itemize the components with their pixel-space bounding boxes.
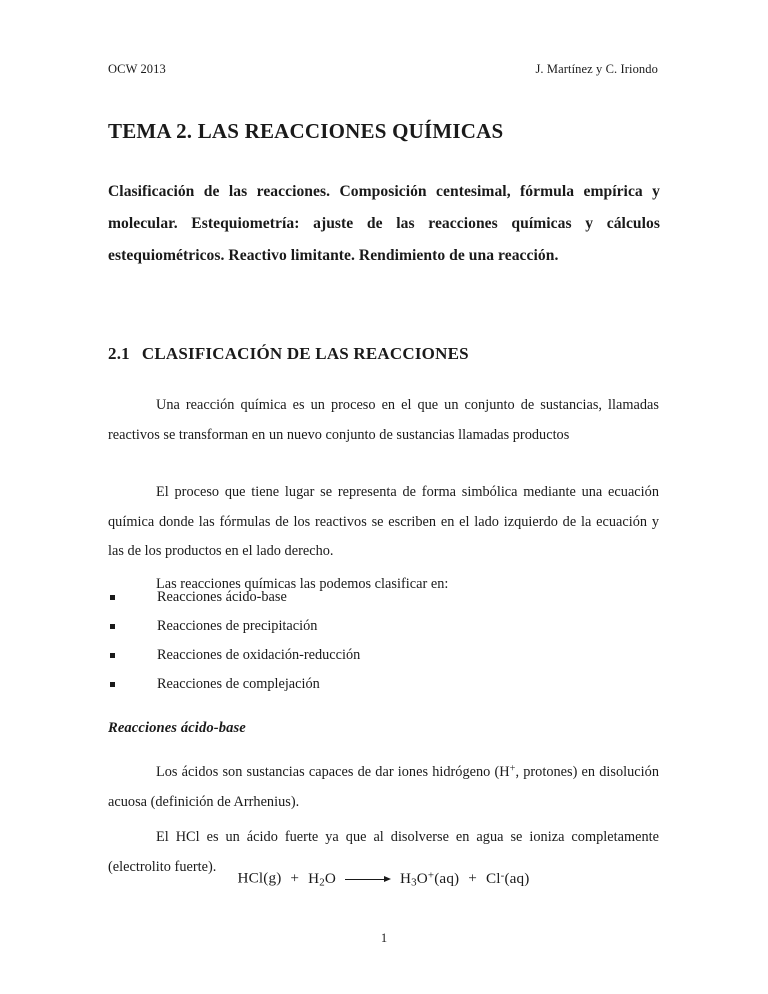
equation-plus-sign: + <box>290 869 300 887</box>
reaction-arrow-icon <box>345 872 391 887</box>
list-item <box>108 612 659 641</box>
running-header <box>108 62 658 77</box>
page-number: 1 <box>380 931 388 945</box>
hydronium-state: (aq) <box>434 869 460 887</box>
section-number: 2.1 <box>108 344 130 364</box>
chloride-charge-superscript: - <box>500 869 505 881</box>
chapter-summary: Clasificación de las reacciones. Composición centesimal, fórmula empírica y molecular. Estequiometría: ajuste de las reacciones químicas y cálculos estequiométricos. Reactivo limitante. Rendimiento de una reacción. <box>108 182 660 265</box>
list-item-label: Reacciones de precipitación <box>157 618 318 634</box>
water-subscript: 2 <box>319 876 325 888</box>
hydronium-oxygen: O <box>416 869 428 887</box>
chemical-equation <box>108 869 659 888</box>
subsection-heading: Reacciones ácido-base <box>108 719 246 736</box>
hydrogen-charge-superscript: + <box>509 763 516 775</box>
water-oxygen: O <box>324 869 337 887</box>
hydronium-charge-superscript: + <box>427 869 435 881</box>
list-item <box>108 670 659 699</box>
reaction-types-list <box>108 583 659 699</box>
paragraph-list-intro: Las reacciones químicas las podemos clasificar en: <box>156 576 449 593</box>
hydronium-subscript: 3 <box>411 876 417 888</box>
square-bullet-icon <box>110 624 115 629</box>
list-item-label: Reacciones de complejación <box>157 676 320 692</box>
paragraph-acids-definition <box>108 758 659 817</box>
document-title: TEMA 2. LAS REACCIONES QUÍMICAS <box>108 119 504 144</box>
equation-reactant-water <box>308 870 336 887</box>
list-item-label: Reacciones ácido-base <box>157 589 287 605</box>
acids-text-part2: , protones) en disolución acuosa (definición de Arrhenius). <box>108 764 659 810</box>
paragraph-equation-explanation: El proceso que tiene lugar se representa de forma simbólica mediante una ecuación química donde las fórmulas de los reactivos se escriben en el lado izquierdo de la ecuación y las de los productos en el lado derecho. <box>108 484 659 559</box>
header-authors-label: J. Martínez y C. Iriondo <box>535 62 658 76</box>
equation-product-hydronium <box>400 870 459 887</box>
square-bullet-icon <box>110 653 115 658</box>
list-item <box>108 641 659 670</box>
equation-product-chloride <box>486 870 530 887</box>
paragraph-hcl: El HCl es un ácido fuerte ya que al disolverse en agua se ioniza completamente (electrolito fuerte). <box>108 829 659 875</box>
acids-text-part1: Los ácidos son sustancias capaces de dar iones hidrógeno (H <box>156 764 510 781</box>
section-title: CLASIFICACIÓN DE LAS REACCIONES <box>141 344 469 364</box>
equation-plus-sign-2: + <box>468 869 477 887</box>
equation-reactant-hcl: HCl(g) <box>237 869 282 887</box>
hydronium-symbol: H <box>400 869 412 887</box>
chloride-symbol: Cl <box>486 869 501 887</box>
list-item <box>108 583 659 612</box>
list-item-label: Reacciones de oxidación-reducción <box>157 647 361 663</box>
header-course-label: OCW 2013 <box>108 62 166 76</box>
square-bullet-icon <box>110 595 115 600</box>
water-symbol: H <box>308 869 320 887</box>
chloride-state: (aq) <box>504 869 530 887</box>
square-bullet-icon <box>110 682 115 687</box>
section-heading <box>108 344 658 364</box>
paragraph-definition: Una reacción química es un proceso en el que un conjunto de sustancias, llamadas reactivos se transforman en un nuevo conjunto de sustancias llamadas productos <box>108 397 659 443</box>
